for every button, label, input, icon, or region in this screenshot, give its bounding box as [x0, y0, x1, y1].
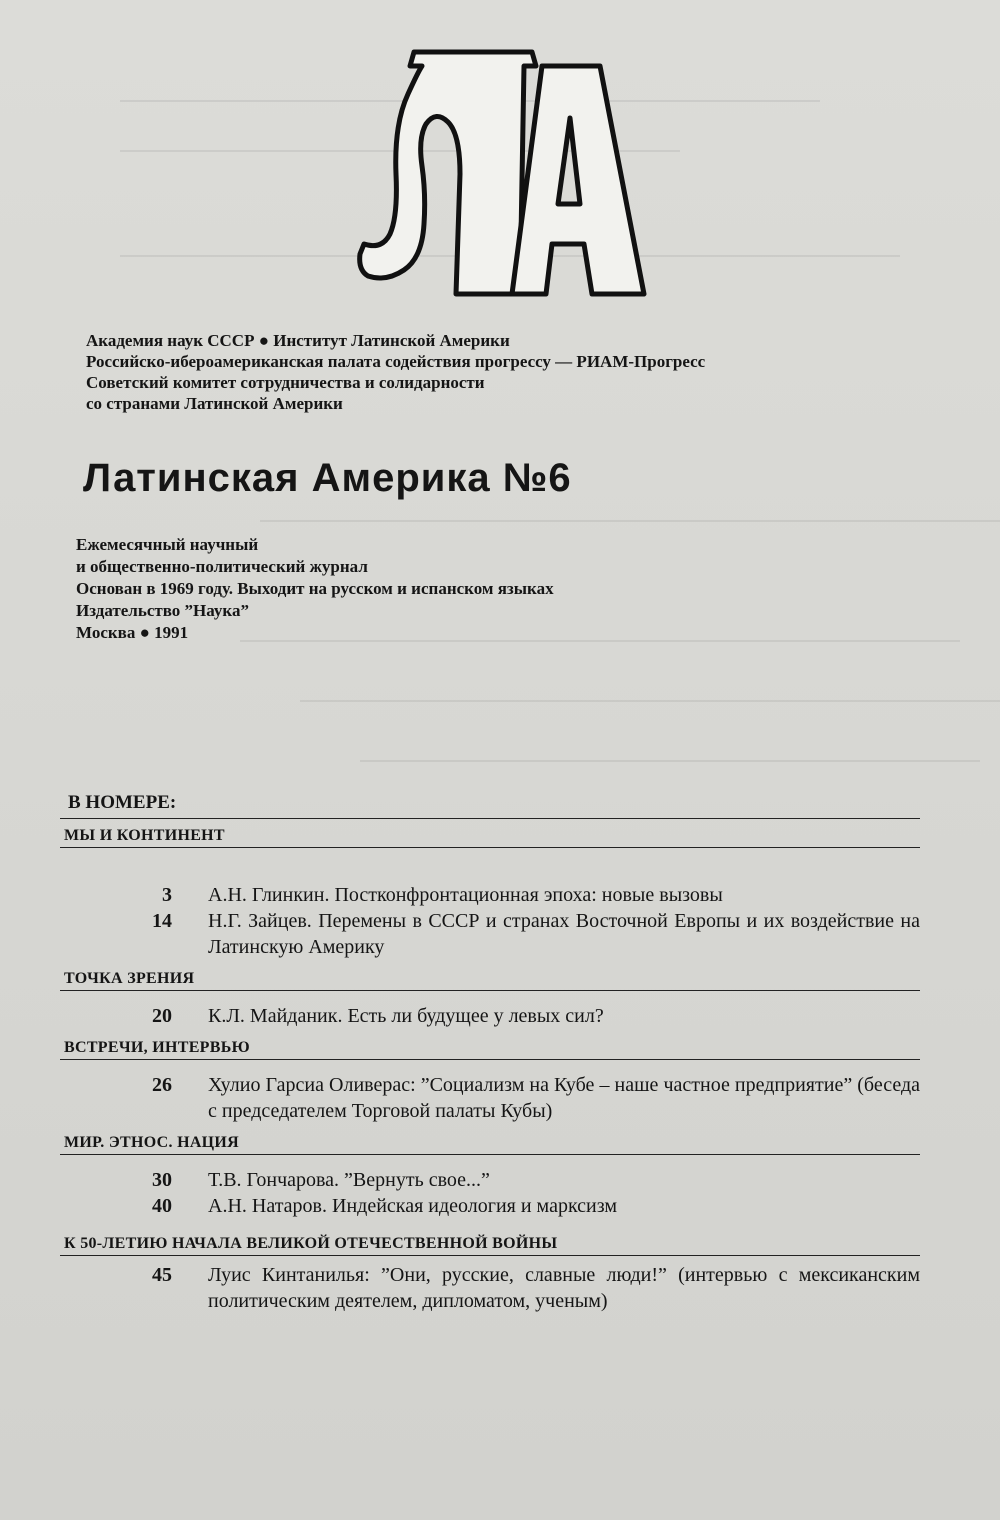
contents-heading: В НОМЕРЕ: — [60, 790, 920, 819]
info-line: Ежемесячный научный — [76, 535, 259, 554]
entry-text: Н.Г. Зайцев. Перемены в СССР и странах Восточной Европы и их воздействие на Латинскую Америку — [208, 910, 920, 958]
publisher-line: Российско-ибероамериканская палата содействия прогрессу — РИАМ-Прогресс — [86, 352, 706, 371]
entry-text: А.Н. Глинкин. Постконфронтационная эпоха: новые вызовы — [208, 884, 723, 906]
info-line: и общественно-политический журнал — [76, 557, 368, 576]
toc-entry[interactable] — [60, 1003, 920, 1029]
page-number: 14 — [152, 910, 172, 932]
page-number: 40 — [152, 1195, 172, 1217]
page-number: 20 — [152, 1005, 172, 1027]
page-number: 30 — [152, 1169, 172, 1191]
entry-text: Луис Кинтанилья: ”Они, русские, славные люди!” (интервью с мексиканским политическим деятелем, дипломатом, ученым) — [208, 1264, 920, 1312]
page-number: 3 — [162, 884, 172, 906]
publisher-line: со странами Латинской Америки — [86, 394, 343, 413]
toc-entry[interactable] — [60, 1072, 920, 1124]
page-number: 45 — [152, 1264, 172, 1286]
journal-title: Латинская Америка №6 — [83, 456, 572, 500]
page-number: 26 — [152, 1074, 172, 1096]
info-line: Москва ● 1991 — [76, 623, 189, 642]
toc-entry[interactable] — [60, 908, 920, 960]
entry-text: К.Л. Майданик. Есть ли будущее у левых сил? — [208, 1005, 604, 1027]
journal-info — [76, 534, 554, 644]
entry-text: Хулио Гарсиа Оливерас: ”Социализм на Кубе – наше частное предприятие” (беседа с председателем Торговой палаты Кубы) — [208, 1074, 920, 1122]
toc-entry[interactable] — [60, 1167, 920, 1193]
toc-entry[interactable] — [60, 1262, 920, 1314]
entry-text: Т.В. Гончарова. ”Вернуть свое...” — [208, 1169, 490, 1191]
publisher-line: Академия наук СССР ● Институт Латинской Америки — [86, 331, 510, 350]
info-line: Основан в 1969 году. Выходит на русском и испанском языках — [76, 579, 554, 598]
publisher-line: Советский комитет сотрудничества и солидарности — [86, 373, 485, 392]
journal-logo — [352, 44, 652, 309]
publisher-block — [86, 330, 946, 414]
table-of-contents — [60, 790, 920, 1314]
toc-entry[interactable] — [60, 1193, 920, 1219]
section-title: ВСТРЕЧИ, ИНТЕРВЬЮ — [60, 1037, 920, 1060]
section-title: К 50-ЛЕТИЮ НАЧАЛА ВЕЛИКОЙ ОТЕЧЕСТВЕННОЙ ВОЙНЫ — [60, 1233, 920, 1256]
section-title: МЫ И КОНТИНЕНТ — [60, 825, 920, 848]
info-line: Издательство ”Наука” — [76, 601, 249, 620]
entry-text: А.Н. Натаров. Индейская идеология и марксизм — [208, 1195, 618, 1217]
section-title: МИР. ЭТНОС. НАЦИЯ — [60, 1132, 920, 1155]
toc-entry[interactable] — [60, 882, 920, 908]
section-title: ТОЧКА ЗРЕНИЯ — [60, 968, 920, 991]
